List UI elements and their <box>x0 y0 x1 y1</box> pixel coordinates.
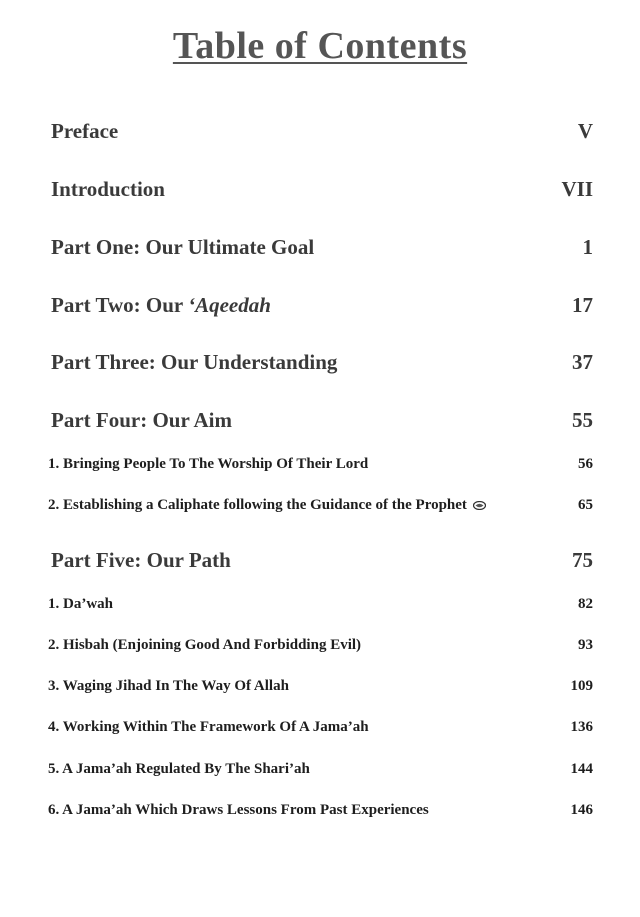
toc-entry-page: VII <box>561 177 593 201</box>
toc-entry-label: 1. Da’wah <box>48 596 114 612</box>
toc-entry-page: 146 <box>570 802 593 818</box>
toc-entry-page: 17 <box>572 293 593 317</box>
toc-entry-page: 136 <box>570 719 593 735</box>
salutation-seal-icon <box>473 501 486 510</box>
toc-entry-page: 109 <box>570 678 593 694</box>
toc-entry-label: 3. Waging Jihad In The Way Of Allah <box>48 678 289 694</box>
toc-entry-page: 65 <box>578 497 593 513</box>
toc-entry-label: 4. Working Within The Framework Of A Jama’ah <box>48 719 369 735</box>
toc-entry-page: 144 <box>570 761 593 777</box>
toc-entry-page: 93 <box>578 637 593 653</box>
toc-entry-label: Part Five: Our Path <box>51 548 231 572</box>
toc-entry-label: 5. A Jama’ah Regulated By The Shari’ah <box>48 761 310 777</box>
toc-entry-label-prefix: Part Two: Our <box>51 293 189 317</box>
toc-entry-label: Introduction <box>51 177 165 201</box>
toc-entry-page: 1 <box>582 235 593 259</box>
toc-entry-label: Part One: Our Ultimate Goal <box>51 235 315 259</box>
toc-entry-label: Preface <box>51 119 119 143</box>
page-title: Table of Contents <box>172 25 468 67</box>
toc-entry-page: 82 <box>578 596 593 612</box>
toc-entry-label-italic: ‘Aqeedah <box>188 293 271 317</box>
toc-entry-label: Part Four: Our Aim <box>51 408 233 432</box>
toc-entry-page: 55 <box>572 408 593 432</box>
toc-entry-page: 37 <box>572 350 593 374</box>
toc-entry-label-text: 2. Establishing a Caliphate following the Guidance of the Prophet <box>48 497 467 513</box>
toc-entry-label <box>51 293 271 318</box>
toc-entry-page: 56 <box>578 456 593 472</box>
toc-entry-label <box>48 497 486 514</box>
toc-entry-page: 75 <box>572 548 593 572</box>
toc-entry-label: Part Three: Our Understanding <box>51 350 338 374</box>
toc-entry-label: 1. Bringing People To The Worship Of Their Lord <box>48 456 369 472</box>
toc-entry-label: 6. A Jama’ah Which Draws Lessons From Past Experiences <box>48 802 429 818</box>
toc-entry-page: V <box>577 119 593 143</box>
toc-entry-label: 2. Hisbah (Enjoining Good And Forbidding Evil) <box>48 637 362 653</box>
